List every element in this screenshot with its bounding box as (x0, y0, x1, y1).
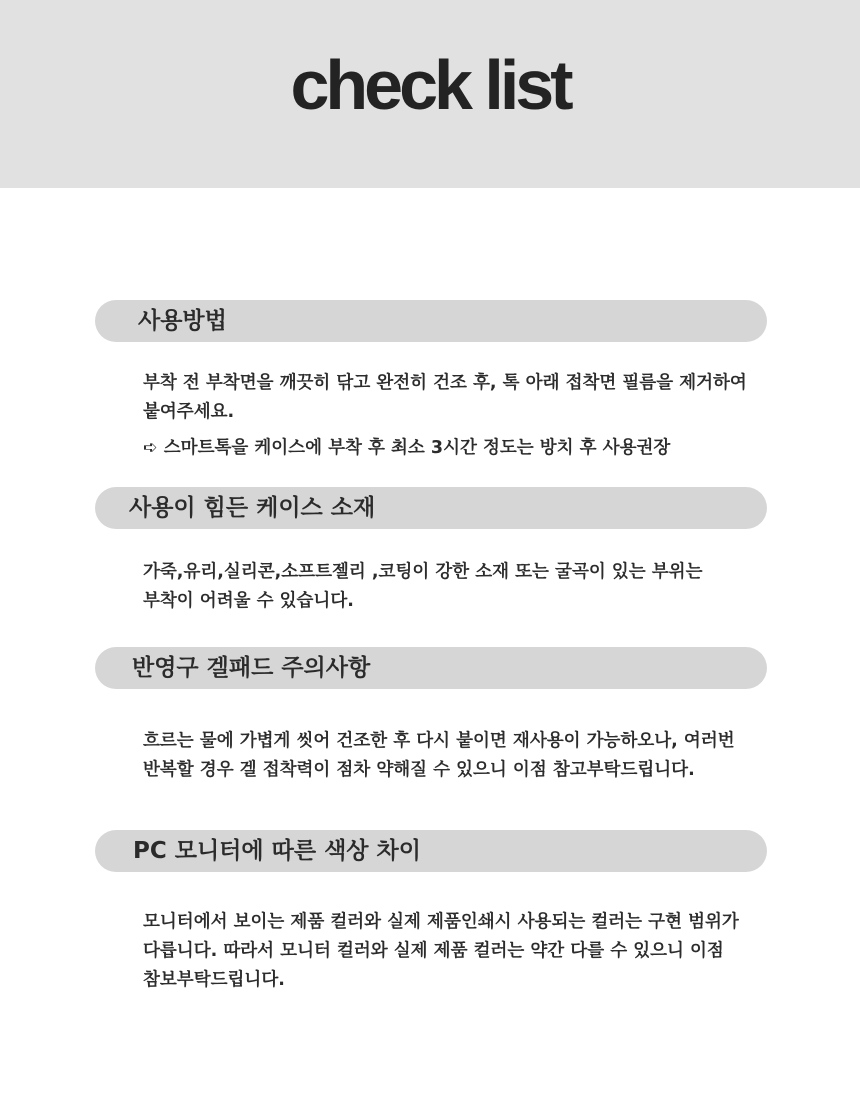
header-banner (0, 0, 860, 188)
section-heading-unsuitable-cases: 사용이 힘든 케이스 소재 (95, 487, 767, 529)
section-body-usage (143, 369, 793, 463)
section-body-gel-pad-caution (143, 727, 793, 785)
body-line: 가죽,유리,실리콘,소프트젤리 ,코팅이 강한 소재 또는 굴곡이 있는 부위는 (143, 562, 703, 582)
body-line: 모니터에서 보이는 제품 컬러와 실제 제품인쇄시 사용되는 컬러는 구현 범위가 (143, 912, 739, 932)
body-line: 참보부탁드립니다. (143, 970, 285, 990)
body-line: 부착 전 부착면을 깨끗히 닦고 완전히 건조 후, 톡 아래 접착면 필름을 제거하여 (143, 373, 747, 393)
body-line: 부착이 어려울 수 있습니다. (143, 591, 354, 611)
body-line: 반복할 경우 겔 접착력이 점차 약해질 수 있으니 이점 참고부탁드립니다. (143, 760, 695, 780)
page-title: check list (290, 46, 570, 124)
body-line: 붙여주세요. (143, 402, 235, 422)
body-line: 흐르는 물에 가볍게 씻어 건조한 후 다시 붙이면 재사용이 가능하오나, 여러번 (143, 731, 735, 751)
body-line: 다릅니다. 따라서 모니터 컬러와 실제 제품 컬러는 약간 다를 수 있으니 이점 (143, 941, 724, 961)
section-body-unsuitable-cases (143, 558, 793, 616)
section-heading-color-difference: PC 모니터에 따른 색상 차이 (95, 830, 767, 872)
section-body-color-difference (143, 908, 793, 995)
section-heading-gel-pad-caution: 반영구 겔패드 주의사항 (95, 647, 767, 689)
usage-note: ➪ 스마트톡을 케이스에 부착 후 최소 3시간 정도는 방치 후 사용권장 (143, 438, 671, 458)
section-heading-usage: 사용방법 (95, 300, 767, 342)
